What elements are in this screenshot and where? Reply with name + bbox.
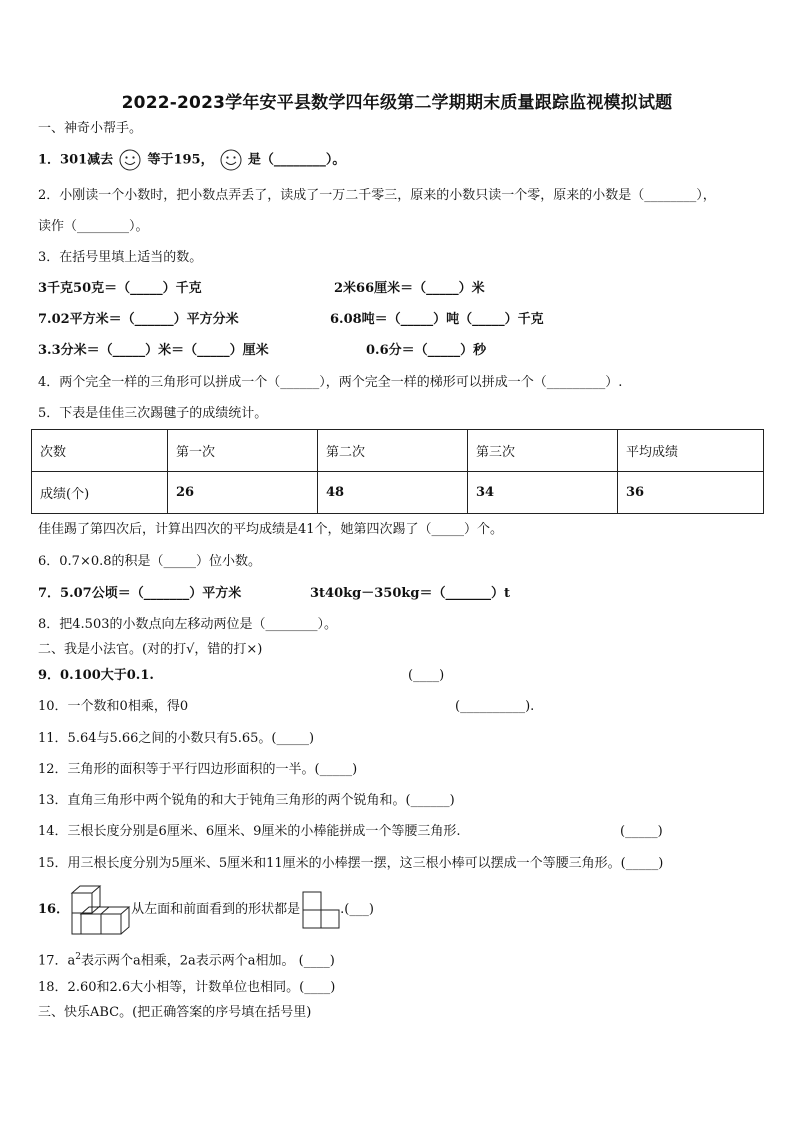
q3-row2-a: 7.02平方米＝（______）平方分米	[38, 312, 239, 327]
table-cell: 34	[468, 472, 618, 514]
q3-row2-b: 6.08吨＝（_____）吨（_____）千克	[330, 312, 544, 327]
q1-part-a: 1．301减去	[38, 152, 114, 168]
q3-row1-a: 3千克50克＝（_____）千克	[38, 281, 202, 296]
question-8: 8．把4.503的小数点向左移动两位是（________）。	[38, 617, 337, 632]
question-18: 18．2.60和2.6大小相等，计数单位也相同。(____)	[38, 980, 336, 995]
question-10-blank: (__________).	[455, 699, 535, 714]
table-cell: 36	[618, 472, 764, 514]
q1-part-b: 等于195，	[147, 152, 214, 168]
q3-row3-b: 0.6分＝（_____）秒	[366, 343, 487, 358]
table-row	[32, 472, 764, 514]
question-12: 12．三角形的面积等于平行四边形面积的一半。(_____)	[38, 762, 358, 777]
question-13: 13．直角三角形中两个锐角的和大于钝角三角形的两个锐角和。(______)	[38, 793, 455, 808]
question-2-line-1: 2．小刚读一个小数时，把小数点弄丢了，读成了一万二千零三，原来的小数只读一个零，原来的小数是（________），	[38, 188, 716, 203]
q17-part-b: 表示两个a相乘，2a表示两个a相加。 (____)	[81, 953, 335, 969]
question-7-part-b: 3t40kg－350kg＝（_______）t	[310, 586, 510, 601]
question-17	[38, 948, 335, 970]
question-15: 15．用三根长度分别为5厘米、5厘米和11厘米的小棒摆一摆，这三根小棒可以摆成一个等腰三角形。(_____)	[38, 856, 664, 871]
question-9: 9．0.100大于0.1.	[38, 668, 154, 683]
question-2-line-2: 读作（________）。	[38, 219, 149, 234]
q3-row3-a: 3.3分米＝（_____）米＝（_____）厘米	[38, 343, 269, 358]
table-header-cell: 平均成绩	[618, 430, 764, 472]
q3-row1-b: 2米66厘米＝（_____）米	[334, 281, 485, 296]
question-4: 4．两个完全一样的三角形可以拼成一个（______），两个完全一样的梯形可以拼成一个（_________）.	[38, 375, 623, 390]
q1-part-c: 是（________）。	[247, 152, 346, 168]
q16-blank: .(___)	[340, 902, 374, 917]
question-14: 14．三根长度分别是6厘米、6厘米、9厘米的小棒能拼成一个等腰三角形.	[38, 824, 461, 839]
section-1-heading: 一、神奇小帮手。	[38, 121, 143, 136]
question-5-followup: 佳佳踢了第四次后，计算出四次的平均成绩是41个，她第四次踢了（_____）个。	[38, 522, 504, 537]
section-3-heading: 三、快乐ABC。(把正确答案的序号填在括号里)	[38, 1005, 312, 1020]
question-1	[38, 149, 345, 171]
question-14-blank: (_____)	[620, 824, 663, 839]
smiley-face-icon	[220, 149, 242, 171]
question-3-intro: 3．在括号里填上适当的数。	[38, 250, 203, 265]
question-5-intro: 5．下表是佳佳三次踢毽子的成绩统计。	[38, 406, 268, 421]
table-cell: 成绩(个)	[32, 472, 168, 514]
view-shape-figure	[302, 891, 340, 929]
table-header-cell: 第一次	[168, 430, 318, 472]
question-10: 10．一个数和0相乘，得0	[38, 699, 189, 714]
table-header-cell: 第二次	[318, 430, 468, 472]
smiley-face-icon	[119, 149, 141, 171]
section-2-heading: 二、我是小法官。(对的打√，错的打×)	[38, 642, 263, 657]
question-7-part-a: 7．5.07公顷＝（_______）平方米	[38, 586, 242, 601]
table-header-cell: 第三次	[468, 430, 618, 472]
table-cell: 26	[168, 472, 318, 514]
page-title: 2022-2023学年安平县数学四年级第二学期期末质量跟踪监视模拟试题	[121, 93, 673, 113]
q16-number: 16．	[38, 902, 70, 917]
table-header-cell: 次数	[32, 430, 168, 472]
question-16	[38, 882, 374, 938]
q17-part-a: 17．a	[38, 953, 76, 969]
q17-superscript: 2	[75, 952, 82, 962]
q16-text: 从左面和前面看到的形状都是	[131, 902, 301, 917]
table-header-row	[32, 430, 764, 472]
question-11: 11．5.64与5.66之间的小数只有5.65。(_____)	[38, 731, 315, 746]
cube-stack-figure	[69, 883, 131, 937]
score-table	[31, 429, 764, 514]
table-cell: 48	[318, 472, 468, 514]
question-9-blank: (____)	[408, 668, 445, 683]
question-6: 6．0.7×0.8的积是（_____）位小数。	[38, 554, 262, 569]
